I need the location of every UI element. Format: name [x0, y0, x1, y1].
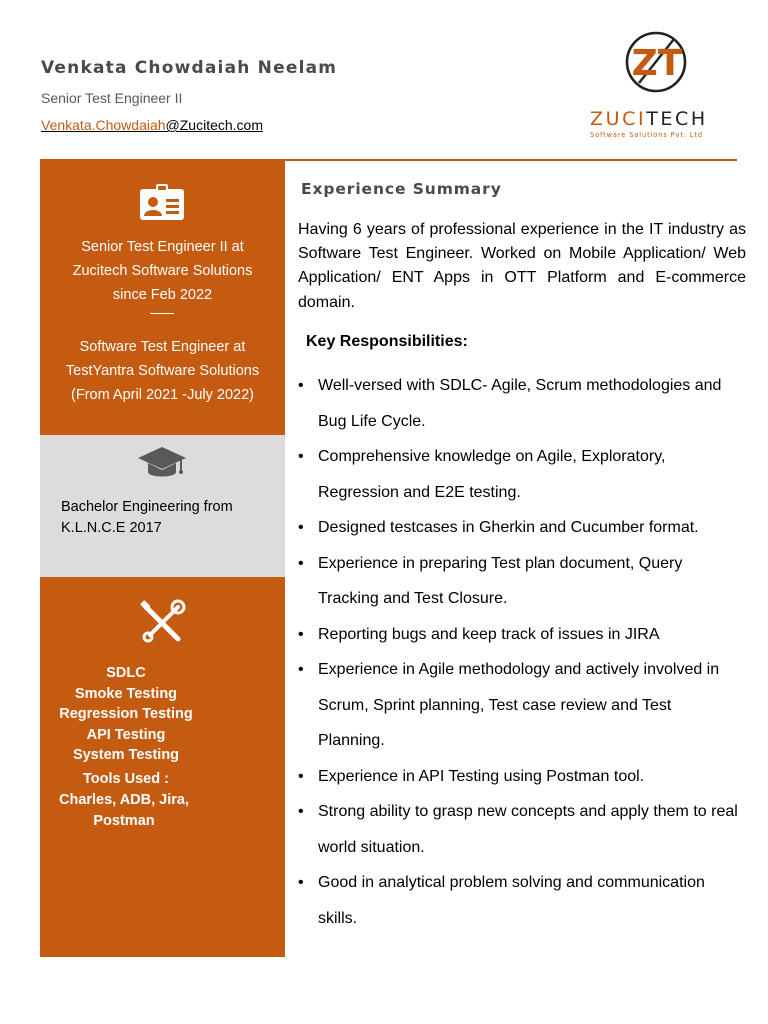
sidebar: [40, 161, 285, 957]
tools-list: [40, 790, 208, 831]
tools-line: Postman: [93, 812, 155, 829]
skill-item: API Testing: [86, 726, 166, 743]
responsibility-item: • Good in analytical problem solving and communication skills.: [298, 865, 738, 936]
candidate-role: Senior Test Engineer II: [41, 90, 183, 106]
responsibilities-title: Key Responsibilities:: [306, 333, 468, 350]
id-card-icon: [139, 183, 185, 221]
experience-previous-job: Software Test Engineer at TestYantra Software Solutions (From April 2021 -July 2022): [65, 339, 260, 403]
email-domain-part: @Zucitech.com: [165, 117, 264, 133]
skill-item: SDLC: [106, 665, 146, 681]
experience-separator: [150, 313, 174, 314]
responsibility-item: • Experience in Agile methodology and actively involved in Scrum, Sprint planning, Test case review and Test Planning.: [298, 652, 738, 759]
company-brand: [590, 108, 740, 130]
email-user-part: Venkata.Chowdaiah: [41, 117, 166, 133]
summary-title: Experience Summary: [301, 180, 502, 198]
tools-title: Tools Used :: [83, 771, 169, 787]
brand-part-orange: ZUCI: [590, 108, 647, 130]
company-tagline: Software Solutions Pvt. Ltd: [590, 131, 703, 139]
education-text: [61, 497, 271, 539]
tools-icon: [138, 599, 186, 647]
candidate-name: Venkata Chowdaiah Neelam: [41, 58, 338, 78]
responsibility-item: • Well-versed with SDLC- Agile, Scrum methodologies and Bug Life Cycle.: [298, 368, 738, 439]
responsibility-item: • Experience in API Testing using Postman tool.: [298, 759, 738, 795]
experience-current-job: Senior Test Engineer II at Zucitech Software Solutions since Feb 2022: [72, 239, 253, 303]
summary-text: Having 6 years of professional experience in the IT industry as Software Test Engineer. Worked on Mobile Application/ Web Application/ ENT Apps in OTT Platform and E-commerce domain.: [298, 221, 746, 311]
responsibility-item: • Comprehensive knowledge on Agile, Exploratory, Regression and E2E testing.: [298, 439, 738, 510]
brand-part-dark: TECH: [646, 108, 708, 130]
experience-panel: [40, 161, 285, 435]
responsibility-item: • Reporting bugs and keep track of issues in JIRA: [298, 617, 738, 653]
education-college: K.L.N.C.E 2017: [61, 520, 162, 536]
svg-text:ZT: ZT: [631, 43, 683, 84]
responsibilities-list: [298, 368, 738, 936]
education-degree: Bachelor Engineering from: [61, 499, 233, 515]
skills-list: [40, 663, 212, 766]
responsibility-item: • Experience in preparing Test plan document, Query Tracking and Test Closure.: [298, 546, 738, 617]
education-panel: [40, 435, 285, 577]
skills-panel: [40, 577, 285, 957]
responsibility-item: • Designed testcases in Gherkin and Cucumber format.: [298, 510, 738, 546]
graduation-cap-icon: [137, 445, 187, 479]
zucitech-logo-icon: [624, 30, 688, 94]
company-logo: [590, 30, 740, 140]
responsibility-item: • Strong ability to grasp new concepts and apply them to real world situation.: [298, 794, 738, 865]
skill-item: Regression Testing: [59, 706, 193, 723]
skill-item: System Testing: [72, 747, 180, 764]
candidate-email[interactable]: [41, 117, 263, 133]
skill-item: Smoke Testing: [74, 685, 178, 702]
tools-line: Charles, ADB, Jira,: [58, 792, 189, 808]
